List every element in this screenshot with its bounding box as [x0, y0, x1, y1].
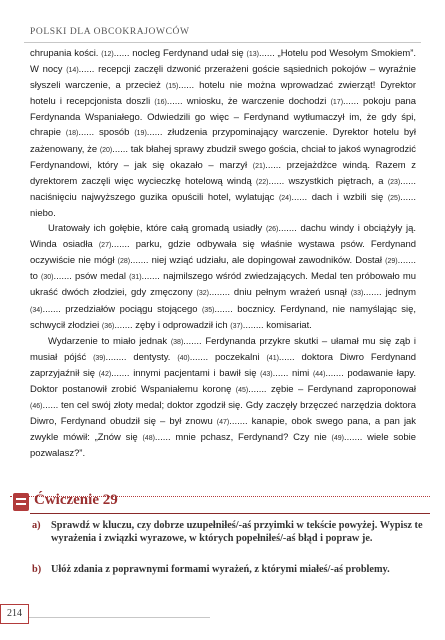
paragraph-1 — [30, 46, 416, 221]
gap-number: (33) — [350, 290, 364, 298]
gap-number: (47) — [216, 419, 230, 427]
gap-number: (48) — [142, 435, 155, 443]
gap-number: (43) — [260, 370, 273, 378]
story-segment: Wydarzenie to miało jednak — [48, 335, 171, 347]
story-segment: ....... niej wziąć udziału, ale dopingował zawodników. Dostał — [130, 255, 386, 267]
exercise-icon — [13, 493, 29, 511]
paragraph-2 — [30, 221, 416, 334]
gap-number: (16) — [154, 99, 167, 107]
gap-number: (38) — [170, 338, 184, 346]
story-segment: ...... doktora Diwro Ferdynand zaprzyjaźnił się — [30, 351, 416, 379]
gap-number: (49) — [331, 435, 344, 443]
story-segment: ...... recepcji zaczęli dzwonić przerażeni goście sąsiednich pokojów – wyraźnie słyszeli warczenie, a przecież — [30, 64, 416, 92]
story-segment: ....... poczekalni — [189, 351, 267, 363]
gap-number: (22) — [256, 178, 269, 186]
story-segment: ....... Ferdynanda przykre skutki – ułamał mu się ząb i musiał pójść — [30, 335, 417, 363]
story-segment: ...... „Hotelu pod Wesołym Smokiem”. W nocy — [30, 48, 416, 76]
running-header: POLSKI DLA OBCOKRAJOWCÓW — [30, 27, 190, 37]
gap-number: (25) — [387, 194, 401, 202]
gap-number: (17) — [330, 99, 344, 107]
story-segment: ....... innymi pacjentami i bawił się — [111, 367, 261, 379]
task-letter: b) — [32, 564, 42, 575]
story-segment: ....... parku, gdzie odbywała się właśnie wystawa psów. Ferdynand oczywiście nie mógł — [30, 239, 416, 267]
gap-number: (13) — [246, 51, 259, 58]
story-segment: ....... najmilszego wśród zwiedzających. Medal ten próbowało mu ukraść dwóch złodziei, gdy zmęczony — [30, 271, 416, 299]
gap-number: (26) — [265, 226, 279, 234]
gap-number: (29) — [385, 258, 398, 266]
story-segment: ....... psów medal — [53, 271, 130, 283]
story-segment: ...... ten cel swój złoty medal; doktor zgodził się. Gdy zaczęły brzęczeć narzędzia doktora Diwro, Ferdynand obudził się – był znowu — [30, 400, 416, 428]
gap-number: (21) — [252, 162, 266, 170]
story-segment: ....... kanapie, obok swego pana, a pan jak zwykle mówił: „Znów się — [30, 416, 417, 444]
story-segment: ...... niebo. — [30, 191, 416, 219]
page-number: 214 — [0, 604, 29, 624]
gap-number: (12) — [101, 51, 114, 58]
gap-number: (37) — [230, 322, 243, 330]
gap-number: (24) — [278, 194, 292, 202]
story-segment: ....... zęby i odprowadził ich — [114, 319, 231, 331]
story-segment: ...... hotelu nie można wprowadzać zwierząt! Dyrektor hotelu i recepcjonista doszli — [30, 80, 417, 108]
paragraph-3 — [30, 334, 416, 462]
gap-number: (46) — [30, 403, 43, 411]
gap-number: (14) — [66, 67, 79, 75]
story-segment: ....... dachu windy i obciążyły ją. Winda osiadła — [30, 223, 416, 251]
story-segment: ....... to — [30, 255, 416, 283]
header-divider — [24, 42, 421, 43]
story-segment: ....... wiele sobie pozwalasz?”. — [30, 432, 416, 460]
task-text: Sprawdź w kluczu, czy dobrze uzupełniłeś/-aś przyimki w tekście powyżej. Wypisz te wyrażenia i związki wyrazowe, w których popełniłeś/-aś błąd i popraw je. — [51, 520, 423, 544]
gap-number: (41) — [266, 354, 279, 362]
exercise-rule — [30, 513, 430, 514]
story-segment: ...... naciśnięciu najwyższego guzika opuścili hotel, wylatując — [30, 175, 416, 203]
gap-number: (44) — [312, 370, 326, 378]
gap-number: (30) — [41, 274, 54, 282]
story-segment: ....... zębie – Ferdynand zaproponował — [248, 383, 416, 395]
gap-number: (18) — [65, 130, 79, 138]
story-segment: ...... wniosku, że warczenie dochodzi — [166, 96, 331, 108]
story-segment: ....... jednym — [363, 287, 417, 299]
gap-number: (20) — [99, 146, 113, 154]
story-segment: ........ dniu pełnym wrażeń usnął — [208, 287, 351, 299]
story-text — [30, 46, 416, 461]
task-letter: a) — [32, 520, 41, 531]
story-segment: ...... pokoju pana Ferdynanda Wspaniałego. Odwiedzili go więc – Ferdynand wytłumaczył im, że gdy śpi, chrapie — [30, 96, 416, 139]
story-segment: ........ dentysty. — [105, 351, 178, 363]
story-segment: ...... tak błahej sprawy zbudził swego gościa, chciał to jakoś wynagrodzić Ferdynandowi, który – jak się okazało – marzył — [30, 143, 416, 171]
story-segment: chrupania kości. — [30, 48, 102, 59]
story-segment: ...... nimi — [272, 367, 313, 379]
gap-number: (39) — [93, 354, 106, 362]
gap-number: (19) — [134, 130, 147, 138]
gap-number: (27) — [98, 242, 112, 250]
gap-number: (15) — [165, 83, 179, 91]
gap-number: (31) — [129, 274, 142, 282]
gap-number: (28) — [117, 258, 131, 266]
story-segment: ...... mnie pchasz, Ferdynand? Czy nie — [154, 432, 332, 444]
story-segment: Uratowały ich gołębie, które całą gromadą usiadły — [48, 223, 266, 235]
gap-number: (45) — [235, 386, 249, 394]
story-segment: ...... złudzenia przypominający warczenie. Dyrektor hotelu był zażenowany, że — [30, 127, 416, 155]
story-segment: ...... przejażdżce windą. Razem z dyrektorem zaczęli więc wycieczkę hotelową windą — [30, 159, 416, 187]
story-segment: ........ komisariat. — [242, 319, 312, 331]
gap-number: (34) — [30, 306, 43, 314]
gap-number: (32) — [196, 290, 209, 298]
story-segment: ...... sposób — [78, 127, 135, 139]
gap-number: (35) — [201, 306, 215, 314]
story-segment: ....... przedziałów pociągu stojącego — [42, 303, 202, 315]
story-segment: ...... wszystkich piętrach, a — [268, 175, 388, 187]
story-segment: ....... podawanie łapy. Doktor postanowił zrobić Wspaniałemu koronę — [30, 367, 416, 395]
exercise-box — [10, 488, 430, 598]
story-segment: ....... bocznicy. Ferdynand, nie namyślając się, schwycił złodziei — [30, 303, 416, 331]
story-segment: ...... nocleg Ferdynand udał się — [113, 48, 247, 59]
exercise-title: Ćwiczenie 29 — [34, 492, 118, 508]
gap-number: (23) — [387, 178, 401, 186]
footer-rule — [10, 617, 210, 618]
story-segment: ...... dach i wzbili się — [291, 191, 388, 203]
gap-number: (36) — [101, 322, 115, 330]
gap-number: (42) — [98, 370, 112, 378]
task-text: Ułóż zdania z poprawnymi formami wyrażeń, z którymi miałeś/-aś problemy. — [51, 564, 390, 575]
gap-number: (40) — [177, 354, 190, 362]
